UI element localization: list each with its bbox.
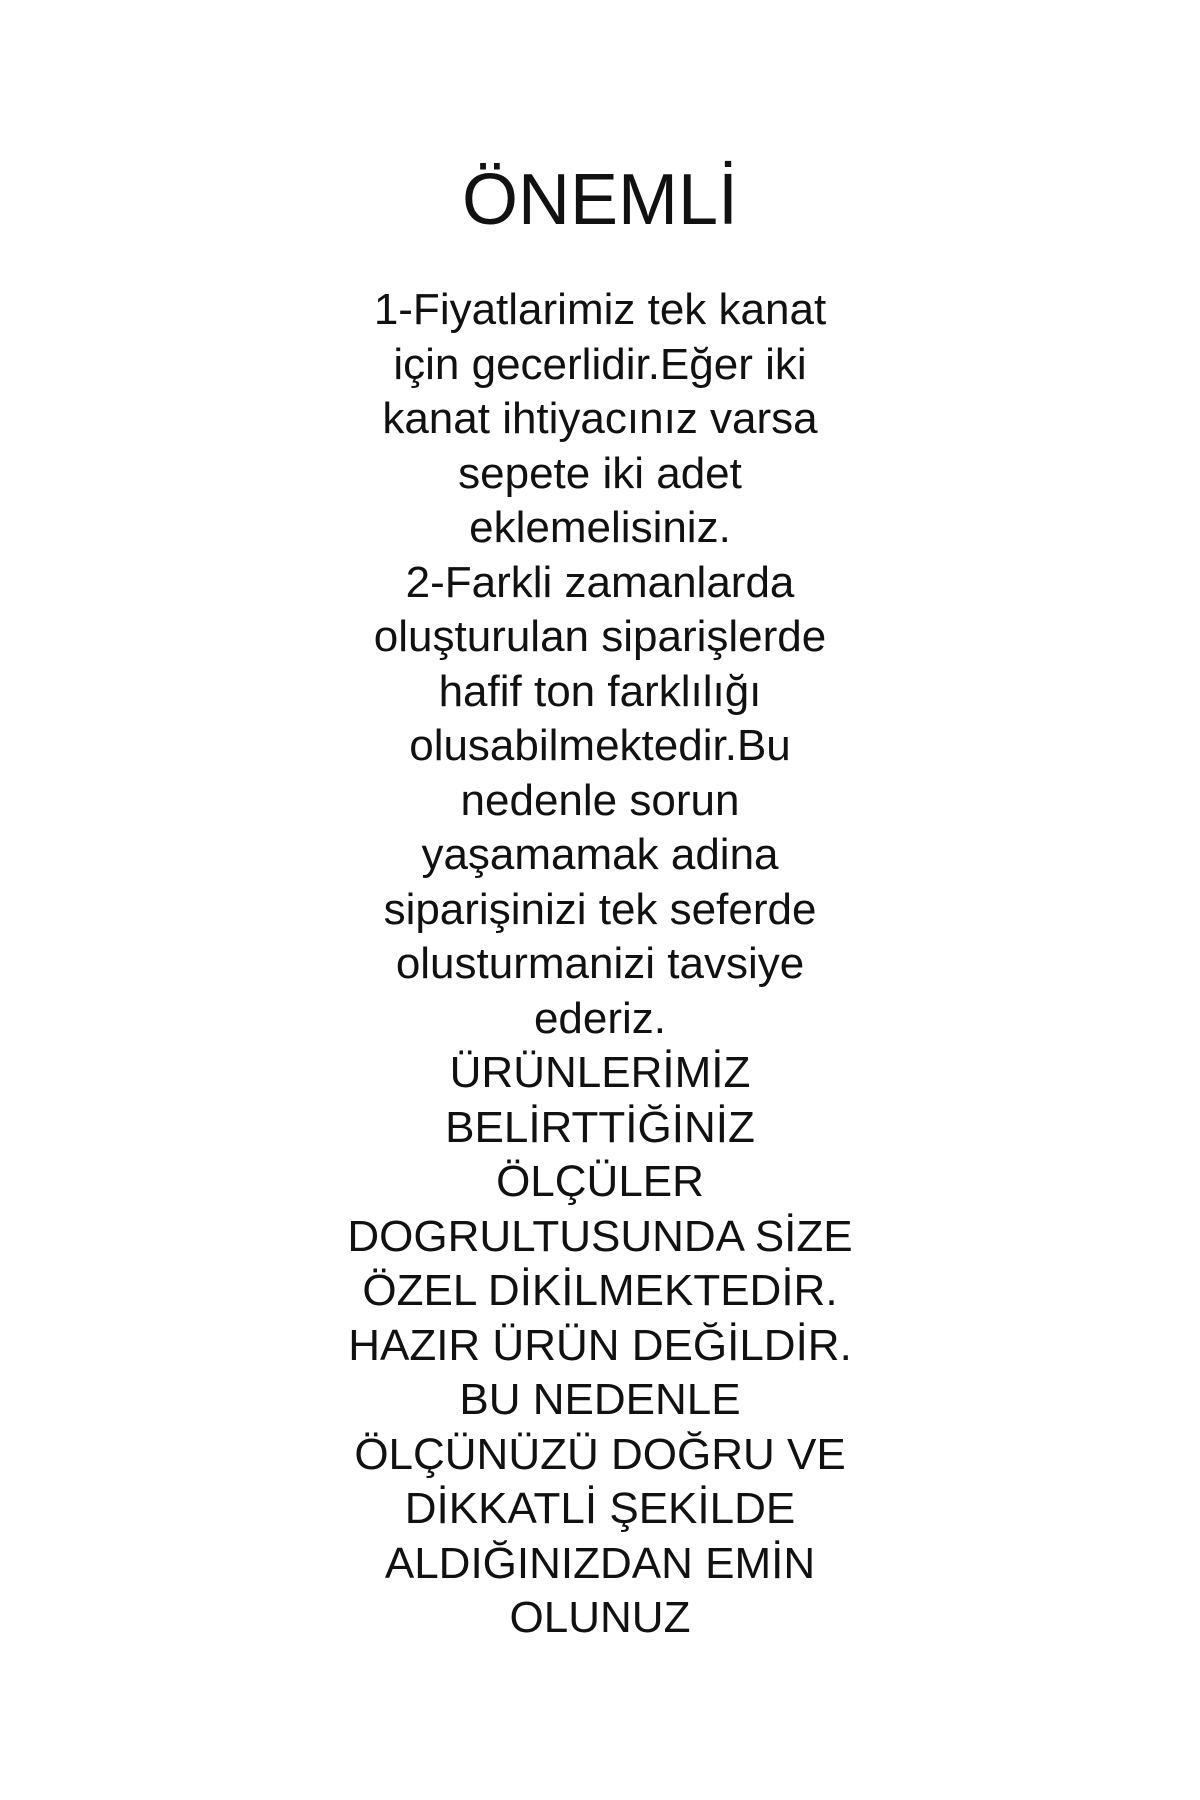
notice-title: ÖNEMLİ — [461, 160, 739, 240]
notice-line: 1-Fiyatlarimiz tek kanat — [373, 285, 827, 334]
notice-line: DOGRULTUSUNDA SİZE — [347, 1211, 853, 1261]
notice-line: hafif ton farklılığı — [438, 666, 762, 716]
notice-line: BU NEDENLE — [459, 1375, 741, 1424]
notice-line: için gecerlidir.Eğer iki — [393, 339, 807, 389]
notice-line: HAZIR ÜRÜN DEĞİLDİR. — [348, 1320, 852, 1370]
notice-line: olusabilmektedir.Bu — [409, 721, 791, 770]
notice-line: ÖLÇÜLER — [496, 1157, 704, 1206]
notice-line: BELİRTTİĞİNİZ — [445, 1102, 755, 1152]
notice-line: ÖZEL DİKİLMEKTEDİR. — [362, 1266, 838, 1315]
notice-line: olusturmanizi tavsiye — [395, 939, 805, 988]
notice-line: eklemelisiniz. — [469, 503, 731, 552]
notice-line: ederiz. — [533, 993, 667, 1043]
notice-line: DİKKATLİ ŞEKİLDE — [404, 1484, 796, 1533]
notice-line: kanat ihtiyacınız varsa — [382, 394, 818, 443]
notice-line: OLUNUZ — [509, 1593, 691, 1642]
notice-body — [0, 283, 1200, 1646]
notice-line: 2-Farkli zamanlarda — [405, 557, 795, 607]
notice-line: ÜRÜNLERİMİZ — [449, 1048, 751, 1097]
notice-line: yaşamamak adina — [421, 830, 779, 879]
notice-line: sepete iki adet — [458, 448, 742, 498]
notice-line: oluşturulan siparişlerde — [373, 612, 827, 661]
notice-line: nedenle sorun — [460, 775, 740, 825]
notice-line: ÖLÇÜNÜZÜ DOĞRU VE — [354, 1429, 846, 1479]
notice-line: ALDIĞINIZDAN EMİN — [384, 1538, 816, 1588]
notice-line: siparişinizi tek seferde — [383, 884, 817, 934]
